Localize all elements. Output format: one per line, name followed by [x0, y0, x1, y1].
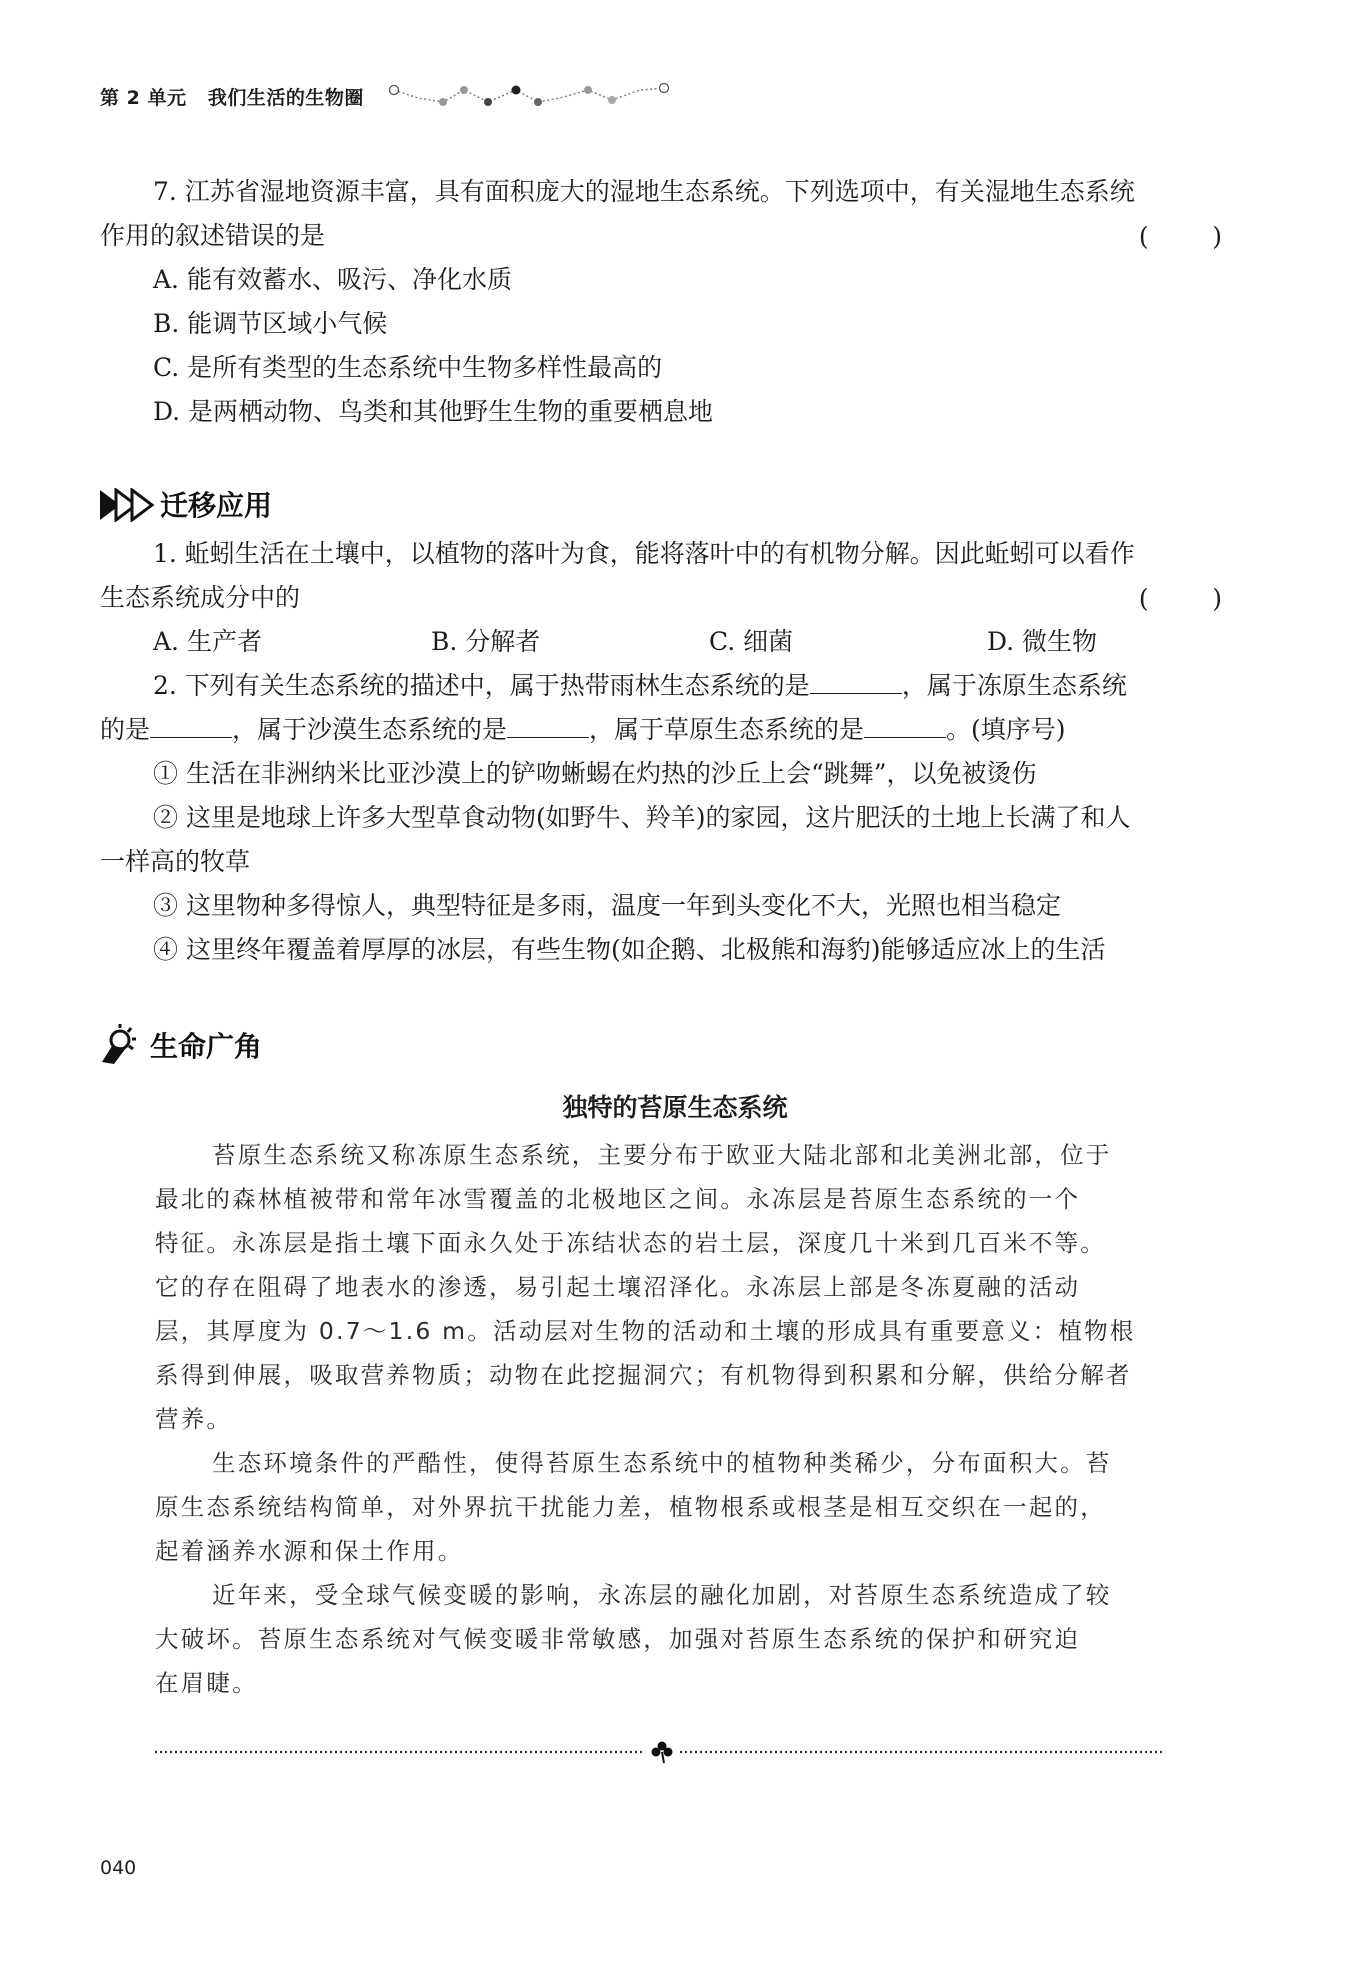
lightbulb-icon: [98, 1022, 144, 1068]
q7-option-d: D. 是两栖动物、鸟类和其他野生生物的重要栖息地: [153, 397, 714, 426]
q7-stem-line2: 作用的叙述错误的是: [100, 221, 326, 250]
header-dot-decoration: [388, 80, 678, 110]
q2-stem-line1: [153, 664, 1220, 708]
clover-icon: [652, 1742, 673, 1764]
q1-option-a: A. 生产者: [153, 627, 262, 656]
section-heading-transfer: 迁移应用: [160, 489, 273, 522]
q1-stem-line1: 1. 蚯蚓生活在土壤中，以植物的落叶为食，能将落叶中的有机物分解。因此蚯蚓可以看作: [153, 539, 1135, 568]
answer-blank-4[interactable]: [864, 713, 946, 738]
article-line: 原生态系统结构简单，对外界抗干扰能力差，植物根系或根茎是相互交织在一起的，: [155, 1493, 1106, 1521]
q7-option-c: C. 是所有类型的生态系统中生物多样性最高的: [153, 353, 663, 382]
page-number: 040: [100, 1857, 137, 1879]
q2-stem-line2: [100, 708, 1220, 752]
article-line: 系得到伸展，吸取营养物质；动物在此挖掘洞穴；有机物得到积累和分解，供给分解者: [155, 1361, 1132, 1389]
q2-item-2-cont: 一样高的牧草: [100, 847, 251, 876]
q2-text-e: ，属于草原生态系统的是: [589, 715, 865, 744]
section-heading-life: 生命广角: [150, 1030, 263, 1063]
q7-answer-parens: ( ): [1138, 222, 1222, 251]
q2-text-b: ，属于冻原生态系统: [901, 671, 1127, 700]
q1-option-d: D. 微生物: [987, 627, 1098, 656]
answer-blank-3[interactable]: [507, 713, 589, 738]
q2-item-3: ③ 这里物种多得惊人，典型特征是多雨，温度一年到头变化不大，光照也相当稳定: [153, 891, 1061, 920]
article-line: 在眉睫。: [155, 1669, 258, 1697]
q2-text-a: 2. 下列有关生态系统的描述中，属于热带雨林生态系统的是: [153, 671, 810, 700]
q2-item-4: ④ 这里终年覆盖着厚厚的冰层，有些生物(如企鹅、北极熊和海豹)能够适应冰上的生活: [153, 935, 1106, 964]
q1-option-b: B. 分解者: [431, 627, 541, 656]
unit-title: 我们生活的生物圈: [207, 87, 364, 109]
article-line: 层，其厚度为 0.7～1.6 m。活动层对生物的活动和土壤的形成具有重要意义：植物根: [155, 1317, 1136, 1345]
double-arrow-icon: [98, 488, 156, 522]
article-line: 大破坏。苔原生态系统对气候变暖非常敏感，加强对苔原生态系统的保护和研究迫: [155, 1625, 1081, 1653]
q7-option-b: B. 能调节区域小气候: [153, 309, 388, 338]
article-line: 生态环境条件的严酷性，使得苔原生态系统中的植物种类稀少，分布面积大。苔: [212, 1449, 1112, 1477]
footer-divider: [155, 1740, 1165, 1764]
q7-stem-line1: 7. 江苏省湿地资源丰富，具有面积庞大的湿地生态系统。下列选项中，有关湿地生态系统: [153, 177, 1135, 206]
article-line: 它的存在阻碍了地表水的渗透，易引起土壤沼泽化。永冻层上部是冬冻夏融的活动: [155, 1273, 1081, 1301]
q2-item-2: ② 这里是地球上许多大型草食动物(如野牛、羚羊)的家园，这片肥沃的土地上长满了和人: [153, 803, 1131, 832]
unit-label: 第 2 单元: [100, 87, 187, 109]
article-line: 近年来，受全球气候变暖的影响，永冻层的融化加剧，对苔原生态系统造成了较: [212, 1581, 1112, 1609]
q1-stem-line2: 生态系统成分中的: [100, 583, 301, 612]
article-line: 特征。永冻层是指土壤下面永久处于冻结状态的岩土层，深度几十米到几百米不等。: [155, 1229, 1106, 1257]
q2-text-d: ，属于沙漠生态系统的是: [232, 715, 508, 744]
article-line: 营养。: [155, 1405, 233, 1433]
q2-text-c: 的是: [100, 715, 151, 744]
article-title: 独特的苔原生态系统: [562, 1093, 788, 1122]
q2-item-1: ① 生活在非洲纳米比亚沙漠上的铲吻蜥蜴在灼热的沙丘上会“跳舞”，以免被烫伤: [153, 759, 1037, 788]
q1-answer-parens: ( ): [1138, 584, 1222, 613]
answer-blank-2[interactable]: [150, 713, 232, 738]
q2-text-f: 。(填序号): [946, 715, 1066, 744]
article-line: 起着涵养水源和保土作用。: [155, 1537, 464, 1565]
answer-blank-1[interactable]: [810, 669, 902, 694]
article-line: 苔原生态系统又称冻原生态系统，主要分布于欧亚大陆北部和北美洲北部，位于: [212, 1141, 1112, 1169]
article-line: 最北的森林植被带和常年冰雪覆盖的北极地区之间。永冻层是苔原生态系统的一个: [155, 1185, 1081, 1213]
q7-option-a: A. 能有效蓄水、吸污、净化水质: [153, 265, 512, 294]
running-header: [100, 83, 364, 110]
q1-option-c: C. 细菌: [709, 627, 794, 656]
